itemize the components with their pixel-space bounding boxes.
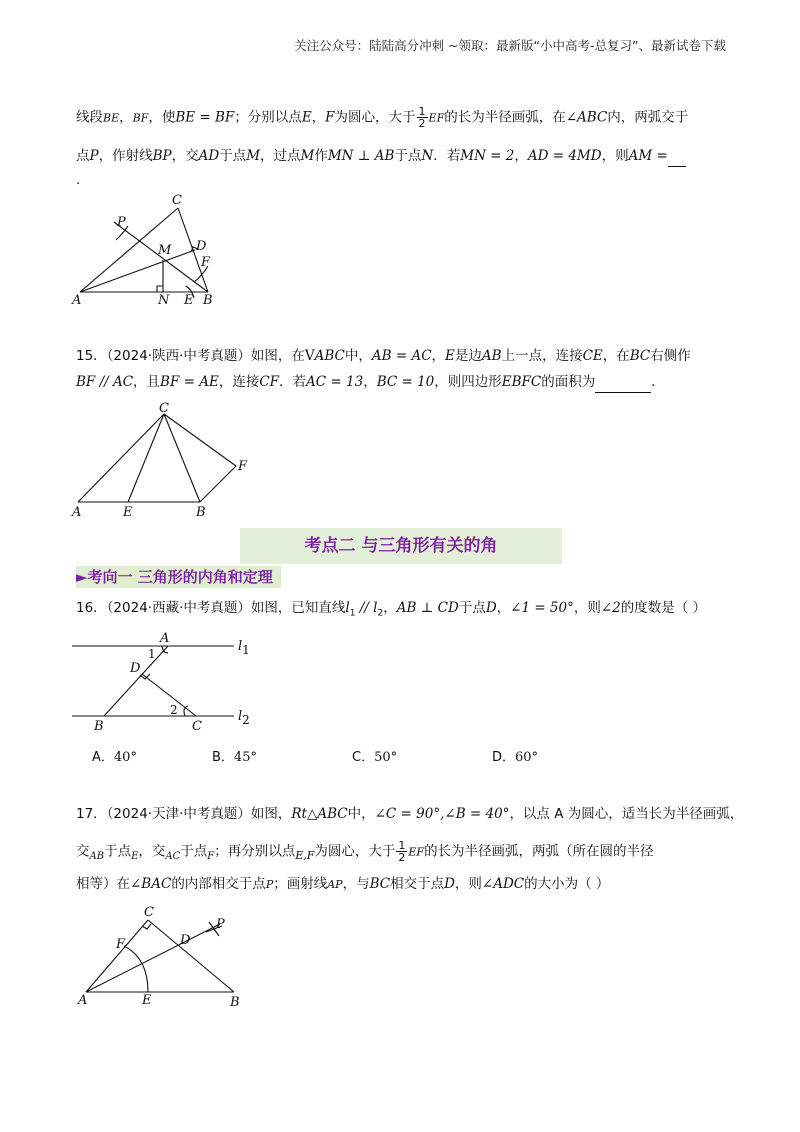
- label-l1: l1: [238, 639, 250, 657]
- label-e: E: [142, 993, 152, 1008]
- label-b: B: [230, 995, 240, 1010]
- q15-line1: 15．（2024·陕西·中考真题）如图，在VABC中，AB = AC，E是边AB上一点，连接CE，在BC右侧作: [76, 348, 691, 364]
- segment-ac: [86, 920, 148, 992]
- label-m: M: [158, 243, 172, 258]
- segment-ad: [80, 250, 195, 292]
- segment-dc: [142, 674, 196, 716]
- ray-ap: [86, 924, 220, 992]
- segment-ab: [104, 646, 168, 716]
- label-d: D: [196, 239, 207, 254]
- label-c: C: [192, 719, 202, 734]
- label-c: C: [159, 401, 169, 416]
- label-f: F: [201, 255, 211, 270]
- label-d: D: [130, 661, 141, 676]
- option-a[interactable]: A．40°: [92, 750, 137, 765]
- label-f: F: [238, 459, 248, 474]
- arc-ef: [124, 946, 148, 992]
- label-c: C: [144, 905, 154, 920]
- q14-line1: 线段BE，BF，使BE = BF；分别以点E，F为圆心，大于 $\frac{1}{2}$ EF的长为半径画弧，在∠ABC内，两弧交于: [76, 105, 689, 130]
- label-b: B: [94, 719, 104, 734]
- label-a: A: [72, 505, 82, 520]
- answer-blank: [595, 372, 651, 393]
- subsection-title: ►考向一 三角形的内角和定理: [76, 566, 281, 588]
- label-angle-2: 2: [170, 703, 178, 717]
- label-p: P: [216, 917, 225, 932]
- fraction-half: $\frac{1}{2}$: [398, 839, 406, 864]
- q14-line2: 点P，作射线BP，交AD于点M，过点M作MN ⊥ AB于点N．若MN = 2，AD = 4MD，则AM =: [76, 146, 686, 167]
- segment-ac: [78, 414, 164, 502]
- label-n: N: [158, 293, 170, 308]
- option-c[interactable]: C．50°: [352, 750, 398, 765]
- q14-figure: [64, 190, 234, 310]
- label-c: C: [172, 193, 182, 208]
- label-f: F: [116, 937, 126, 952]
- label-a: A: [78, 993, 88, 1008]
- label-b: B: [196, 505, 206, 520]
- q15-line2: BF // AC，且BF = AE，连接CF．若AC = 13，BC = 10，则四边形EBFC的面积为 ．: [76, 372, 665, 393]
- section-title: 考点二 与三角形有关的角: [240, 528, 562, 564]
- q14-line3: .: [76, 172, 81, 188]
- q16-figure: [64, 626, 264, 738]
- option-d[interactable]: D．60°: [492, 750, 539, 765]
- option-b[interactable]: B．45°: [212, 750, 257, 765]
- q16-stem: 16．（2024·西藏·中考真题）如图，已知直线$l_1 // l_2$，AB ⊥ CD于点D，∠1 = 50°，则∠2的度数是（ ）: [76, 600, 707, 619]
- label-a: A: [160, 631, 170, 646]
- q15-figure: [64, 396, 264, 522]
- segment-bf: [200, 466, 236, 502]
- page-header: 关注公众号：陆陆高分冲刺 ~领取：最新版“小中高考-总复习”、最新试卷下载: [294, 38, 726, 53]
- q17-line3: 相等）在∠BAC的内部相交于点P；画射线AP，与BC相交于点D，则∠ADC的大小为（ ）: [76, 876, 610, 892]
- right-angle-mark-n: [157, 286, 163, 292]
- answer-blank: [668, 146, 686, 167]
- q17-line1: 17．（2024·天津·中考真题）如图，Rt△ABC中，∠C = 90°,∠B = 40°，以点 A 为圆心，适当长为半径画弧，: [76, 806, 744, 822]
- segment-ce: [128, 414, 164, 502]
- label-l2: l2: [238, 709, 250, 727]
- q17-line2: 交$_{AB}$于点$_E$，交$_{AC}$于点$_F$；再分别以点$_{E,F}$为圆心，大于 $\frac{1}{2}$ EF的长为半径画弧，两弧（所在圆的半径: [76, 839, 654, 864]
- label-b: B: [203, 293, 213, 308]
- label-angle-1: 1: [148, 647, 156, 661]
- label-d: D: [180, 933, 191, 948]
- label-a: A: [72, 293, 82, 308]
- label-e: E: [123, 505, 133, 520]
- fraction-half: $\frac{1}{2}$: [418, 105, 426, 130]
- q17-figure: [64, 898, 264, 1014]
- label-e: E: [184, 293, 194, 308]
- label-p: P: [117, 215, 126, 230]
